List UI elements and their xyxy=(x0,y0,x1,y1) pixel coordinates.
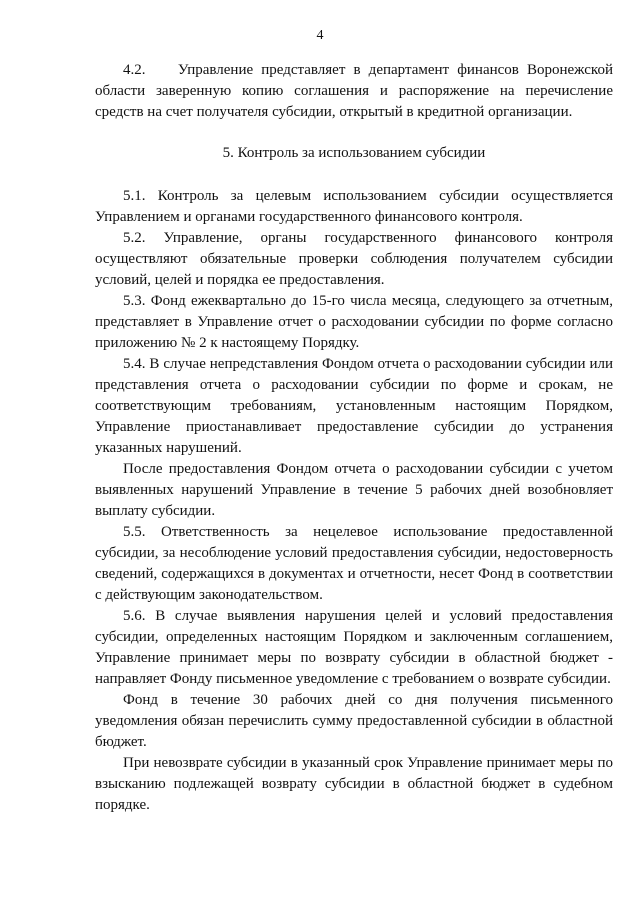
paragraph-4-2: 4.2. Управление представляет в департамент финансов Воронежской области заверенную копию соглашения и распоряжение на перечисление средств на счет получателя субсидии, открытый в кредитной организации. xyxy=(95,62,613,120)
paragraph-5-6-refund-deadline: Фонд в течение 30 рабочих дней со дня получения письменного уведомления обязан перечислить сумму предоставленной субсидии в областной бюджет. xyxy=(95,692,613,750)
paragraph-5-1: 5.1. Контроль за целевым использованием субсидии осуществляется Управлением и органами государственного финансового контроля. xyxy=(95,188,613,225)
paragraph-5-6-court-recovery: При невозврате субсидии в указанный срок Управление принимает меры по взысканию подлежащей возврату субсидии в областной бюджет в судебном порядке. xyxy=(95,755,613,813)
paragraph-5-4-continuation: После предоставления Фондом отчета о расходовании субсидии с учетом выявленных нарушений Управление в течение 5 рабочих дней возобновляет выплату субсидии. xyxy=(95,461,613,519)
paragraph-5-5: 5.5. Ответственность за нецелевое использование предоставленной субсидии, за несоблюдение условий предоставления субсидии, недостоверность сведений, содержащихся в документах и отчетности, несет Фонд в соответствии с действующим законодательством. xyxy=(95,524,613,603)
page-number: 4 xyxy=(316,28,324,43)
section-heading: 5. Контроль за использованием субсидии xyxy=(222,145,486,161)
paragraph-5-6: 5.6. В случае выявления нарушения целей и условий предоставления субсидии, определенных настоящим Порядком и заключенным соглашением, Управление принимает меры по возврату субсидии в областной бюджет - направляет Фонду письменное уведомление с требованием о возврате субсидии. xyxy=(95,608,613,687)
paragraph-5-4: 5.4. В случае непредставления Фондом отчета о расходовании субсидии или представления отчета о расходовании субсидии по форме и срокам, не соответствующим требованиям, установленным настоящим Порядком, Управление приостанавливает предоставление субсидии до устранения указанных нарушений. xyxy=(95,356,613,456)
document-body xyxy=(95,60,613,816)
paragraph-5-2: 5.2. Управление, органы государственного финансового контроля осуществляют обязательные проверки соблюдения получателем субсидии условий, целей и порядка ее предоставления. xyxy=(95,230,613,288)
paragraph-5-3: 5.3. Фонд ежеквартально до 15-го числа месяца, следующего за отчетным, представляет в Управление отчет о расходовании субсидии по форме согласно приложению № 2 к настоящему Порядку. xyxy=(95,293,613,351)
